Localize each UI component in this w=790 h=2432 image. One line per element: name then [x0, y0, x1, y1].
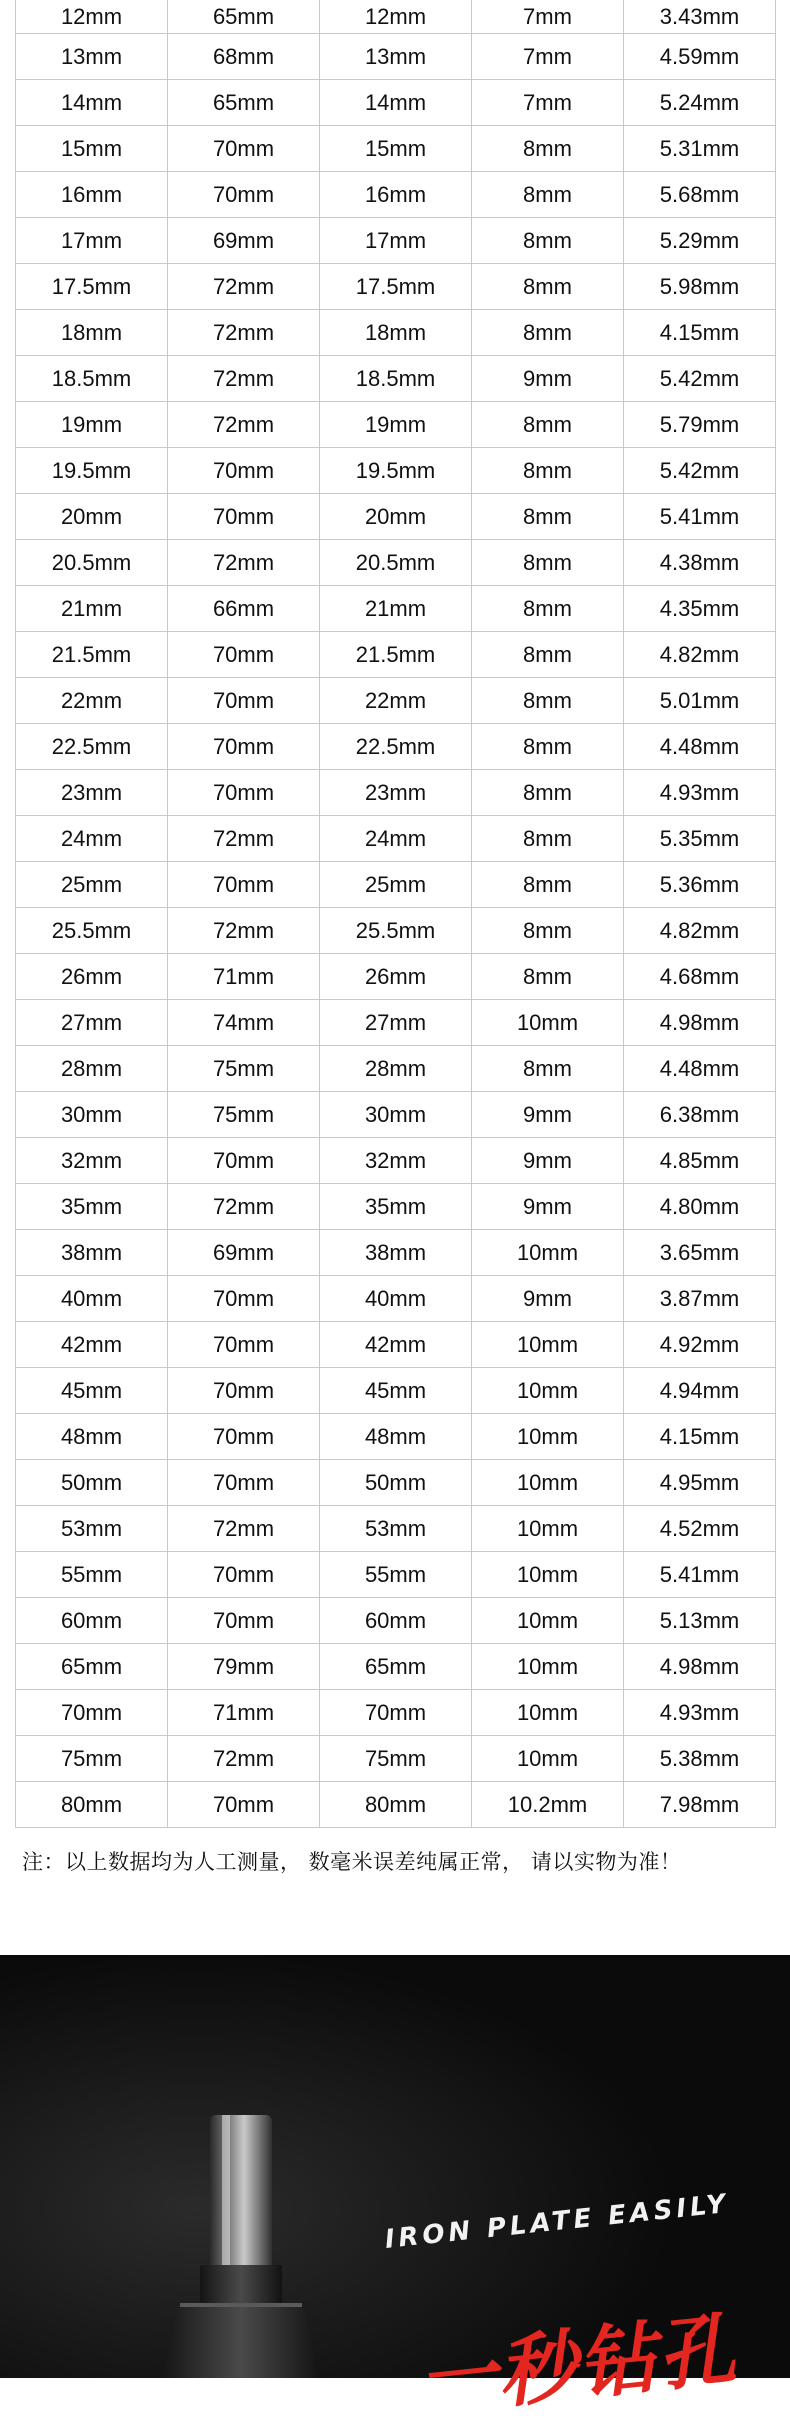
table-cell: 38mm	[16, 1230, 168, 1276]
table-cell: 66mm	[168, 586, 320, 632]
table-row	[16, 1506, 776, 1552]
table-cell: 70mm	[168, 770, 320, 816]
table-row	[16, 908, 776, 954]
table-cell: 28mm	[16, 1046, 168, 1092]
table-cell: 70mm	[168, 724, 320, 770]
table-cell: 5.24mm	[624, 80, 776, 126]
table-cell: 8mm	[472, 678, 624, 724]
table-cell: 25mm	[16, 862, 168, 908]
table-cell: 7.98mm	[624, 1782, 776, 1828]
table-cell: 4.93mm	[624, 770, 776, 816]
table-cell: 32mm	[16, 1138, 168, 1184]
table-cell: 70mm	[168, 1138, 320, 1184]
table-cell: 17.5mm	[16, 264, 168, 310]
table-cell: 40mm	[320, 1276, 472, 1322]
table-cell: 21.5mm	[320, 632, 472, 678]
table-cell: 72mm	[168, 908, 320, 954]
table-cell: 10mm	[472, 1322, 624, 1368]
table-row	[16, 1184, 776, 1230]
table-cell: 70mm	[168, 678, 320, 724]
table-cell: 8mm	[472, 954, 624, 1000]
table-cell: 45mm	[16, 1368, 168, 1414]
table-cell: 69mm	[168, 218, 320, 264]
table-cell: 32mm	[320, 1138, 472, 1184]
table-cell: 8mm	[472, 724, 624, 770]
table-cell: 10mm	[472, 1230, 624, 1276]
table-cell: 4.48mm	[624, 724, 776, 770]
table-cell: 14mm	[320, 80, 472, 126]
table-cell: 23mm	[320, 770, 472, 816]
table-cell: 4.82mm	[624, 632, 776, 678]
table-cell: 70mm	[168, 1276, 320, 1322]
table-cell: 24mm	[320, 816, 472, 862]
table-cell: 3.65mm	[624, 1230, 776, 1276]
table-cell: 70mm	[168, 1368, 320, 1414]
table-cell: 30mm	[16, 1092, 168, 1138]
table-row	[16, 494, 776, 540]
table-cell: 8mm	[472, 126, 624, 172]
table-cell: 75mm	[168, 1046, 320, 1092]
table-cell: 25.5mm	[320, 908, 472, 954]
table-row	[16, 954, 776, 1000]
table-cell: 4.98mm	[624, 1000, 776, 1046]
table-row	[16, 1276, 776, 1322]
table-cell: 15mm	[320, 126, 472, 172]
table-cell: 7mm	[472, 80, 624, 126]
table-row	[16, 1046, 776, 1092]
table-cell: 3.87mm	[624, 1276, 776, 1322]
table-row	[16, 632, 776, 678]
table-cell: 70mm	[168, 862, 320, 908]
table-cell: 9mm	[472, 1184, 624, 1230]
table-cell: 28mm	[320, 1046, 472, 1092]
table-cell: 4.85mm	[624, 1138, 776, 1184]
table-row	[16, 1552, 776, 1598]
table-cell: 19mm	[320, 402, 472, 448]
table-cell: 48mm	[16, 1414, 168, 1460]
table-cell: 42mm	[320, 1322, 472, 1368]
table-cell: 50mm	[320, 1460, 472, 1506]
table-cell: 10mm	[472, 1644, 624, 1690]
table-cell: 22.5mm	[320, 724, 472, 770]
table-cell: 22mm	[16, 678, 168, 724]
table-cell: 45mm	[320, 1368, 472, 1414]
table-cell: 70mm	[16, 1690, 168, 1736]
table-row	[16, 448, 776, 494]
table-cell: 5.36mm	[624, 862, 776, 908]
table-cell: 75mm	[320, 1736, 472, 1782]
table-cell: 69mm	[168, 1230, 320, 1276]
table-cell: 8mm	[472, 310, 624, 356]
table-row	[16, 310, 776, 356]
table-cell: 4.59mm	[624, 34, 776, 80]
table-cell: 20.5mm	[16, 540, 168, 586]
table-cell: 38mm	[320, 1230, 472, 1276]
table-row	[16, 586, 776, 632]
table-cell: 72mm	[168, 264, 320, 310]
table-cell: 60mm	[320, 1598, 472, 1644]
table-cell: 72mm	[168, 356, 320, 402]
table-cell: 17.5mm	[320, 264, 472, 310]
table-cell: 5.41mm	[624, 1552, 776, 1598]
table-cell: 8mm	[472, 448, 624, 494]
table-row	[16, 540, 776, 586]
table-cell: 27mm	[16, 1000, 168, 1046]
table-cell: 7mm	[472, 0, 624, 34]
table-cell: 8mm	[472, 402, 624, 448]
table-cell: 5.35mm	[624, 816, 776, 862]
table-cell: 60mm	[16, 1598, 168, 1644]
table-cell: 10mm	[472, 1506, 624, 1552]
table-cell: 21.5mm	[16, 632, 168, 678]
table-cell: 74mm	[168, 1000, 320, 1046]
table-cell: 4.38mm	[624, 540, 776, 586]
table-cell: 23mm	[16, 770, 168, 816]
table-cell: 20mm	[320, 494, 472, 540]
table-cell: 70mm	[168, 1460, 320, 1506]
table-row	[16, 126, 776, 172]
table-row	[16, 1000, 776, 1046]
table-cell: 3.43mm	[624, 0, 776, 34]
table-cell: 4.93mm	[624, 1690, 776, 1736]
table-cell: 19.5mm	[16, 448, 168, 494]
table-cell: 4.82mm	[624, 908, 776, 954]
table-cell: 10mm	[472, 1690, 624, 1736]
table-cell: 10.2mm	[472, 1782, 624, 1828]
table-cell: 10mm	[472, 1736, 624, 1782]
table-cell: 68mm	[168, 34, 320, 80]
table-cell: 65mm	[168, 0, 320, 34]
table-cell: 80mm	[320, 1782, 472, 1828]
table-cell: 19.5mm	[320, 448, 472, 494]
table-cell: 4.92mm	[624, 1322, 776, 1368]
table-cell: 5.41mm	[624, 494, 776, 540]
table-cell: 10mm	[472, 1598, 624, 1644]
table-cell: 8mm	[472, 540, 624, 586]
table-cell: 71mm	[168, 954, 320, 1000]
table-cell: 70mm	[168, 1414, 320, 1460]
table-cell: 4.94mm	[624, 1368, 776, 1414]
table-row	[16, 862, 776, 908]
table-cell: 4.15mm	[624, 1414, 776, 1460]
table-cell: 72mm	[168, 1506, 320, 1552]
table-cell: 22mm	[320, 678, 472, 724]
table-row	[16, 218, 776, 264]
table-cell: 9mm	[472, 1092, 624, 1138]
table-cell: 5.68mm	[624, 172, 776, 218]
table-cell: 53mm	[16, 1506, 168, 1552]
table-cell: 30mm	[320, 1092, 472, 1138]
table-cell: 5.38mm	[624, 1736, 776, 1782]
table-cell: 5.13mm	[624, 1598, 776, 1644]
table-cell: 18.5mm	[16, 356, 168, 402]
table-cell: 35mm	[320, 1184, 472, 1230]
table-cell: 70mm	[168, 1552, 320, 1598]
table-row	[16, 1736, 776, 1782]
table-cell: 18mm	[320, 310, 472, 356]
table-cell: 48mm	[320, 1414, 472, 1460]
table-cell: 4.95mm	[624, 1460, 776, 1506]
table-cell: 8mm	[472, 632, 624, 678]
table-cell: 10mm	[472, 1000, 624, 1046]
table-cell: 5.42mm	[624, 356, 776, 402]
table-cell: 40mm	[16, 1276, 168, 1322]
table-cell: 8mm	[472, 770, 624, 816]
table-cell: 12mm	[16, 0, 168, 34]
table-cell: 70mm	[168, 1598, 320, 1644]
table-cell: 70mm	[168, 448, 320, 494]
banner-headline: 一秒钻孔	[414, 2304, 742, 2428]
table-cell: 4.48mm	[624, 1046, 776, 1092]
table-cell: 8mm	[472, 494, 624, 540]
table-cell: 5.42mm	[624, 448, 776, 494]
table-cell: 13mm	[320, 34, 472, 80]
table-cell: 8mm	[472, 264, 624, 310]
table-cell: 18.5mm	[320, 356, 472, 402]
table-row	[16, 1138, 776, 1184]
table-row	[16, 172, 776, 218]
table-cell: 5.31mm	[624, 126, 776, 172]
table-cell: 6.38mm	[624, 1092, 776, 1138]
table-cell: 72mm	[168, 310, 320, 356]
table-cell: 55mm	[320, 1552, 472, 1598]
table-cell: 26mm	[320, 954, 472, 1000]
table-row	[16, 816, 776, 862]
table-row	[16, 1690, 776, 1736]
table-row	[16, 1460, 776, 1506]
table-cell: 50mm	[16, 1460, 168, 1506]
table-row	[16, 264, 776, 310]
table-cell: 70mm	[168, 172, 320, 218]
table-cell: 17mm	[16, 218, 168, 264]
table-cell: 75mm	[16, 1736, 168, 1782]
table-cell: 8mm	[472, 172, 624, 218]
table-cell: 26mm	[16, 954, 168, 1000]
table-row	[16, 1644, 776, 1690]
table-cell: 8mm	[472, 218, 624, 264]
table-row	[16, 1598, 776, 1644]
table-cell: 17mm	[320, 218, 472, 264]
table-cell: 8mm	[472, 1046, 624, 1092]
table-cell: 4.80mm	[624, 1184, 776, 1230]
table-cell: 9mm	[472, 356, 624, 402]
table-cell: 8mm	[472, 586, 624, 632]
table-row	[16, 1230, 776, 1276]
table-cell: 24mm	[16, 816, 168, 862]
table-cell: 12mm	[320, 0, 472, 34]
table-cell: 10mm	[472, 1552, 624, 1598]
table-cell: 72mm	[168, 402, 320, 448]
table-row	[16, 1782, 776, 1828]
table-row	[16, 1092, 776, 1138]
table-cell: 9mm	[472, 1138, 624, 1184]
table-cell: 70mm	[320, 1690, 472, 1736]
table-cell: 4.15mm	[624, 310, 776, 356]
table-row	[16, 34, 776, 80]
table-row	[16, 80, 776, 126]
table-cell: 70mm	[168, 1782, 320, 1828]
table-cell: 7mm	[472, 34, 624, 80]
table-cell: 9mm	[472, 1276, 624, 1322]
table-cell: 72mm	[168, 1736, 320, 1782]
table-cell: 70mm	[168, 126, 320, 172]
table-cell: 55mm	[16, 1552, 168, 1598]
table-cell: 35mm	[16, 1184, 168, 1230]
table-cell: 65mm	[320, 1644, 472, 1690]
table-cell: 80mm	[16, 1782, 168, 1828]
table-row	[16, 724, 776, 770]
spec-table-wrapper	[15, 0, 775, 1828]
table-cell: 20mm	[16, 494, 168, 540]
table-cell: 5.79mm	[624, 402, 776, 448]
table-cell: 72mm	[168, 816, 320, 862]
table-cell: 8mm	[472, 862, 624, 908]
table-cell: 72mm	[168, 1184, 320, 1230]
table-cell: 8mm	[472, 908, 624, 954]
table-cell: 42mm	[16, 1322, 168, 1368]
banner-tagline: IRON PLATE EASILY	[383, 2188, 731, 2255]
table-cell: 4.52mm	[624, 1506, 776, 1552]
table-cell: 65mm	[168, 80, 320, 126]
table-cell: 70mm	[168, 494, 320, 540]
table-cell: 53mm	[320, 1506, 472, 1552]
table-cell: 5.98mm	[624, 264, 776, 310]
table-cell: 70mm	[168, 1322, 320, 1368]
table-cell: 8mm	[472, 816, 624, 862]
table-cell: 10mm	[472, 1460, 624, 1506]
table-cell: 13mm	[16, 34, 168, 80]
table-row	[16, 1368, 776, 1414]
spec-table-body	[16, 0, 776, 1828]
table-cell: 10mm	[472, 1368, 624, 1414]
table-cell: 10mm	[472, 1414, 624, 1460]
table-cell: 16mm	[320, 172, 472, 218]
table-cell: 25.5mm	[16, 908, 168, 954]
measurement-note: 注：以上数据均为人工测量， 数毫米误差纯属正常， 请以实物为准！	[22, 1850, 682, 1874]
table-cell: 4.35mm	[624, 586, 776, 632]
table-cell: 5.29mm	[624, 218, 776, 264]
table-cell: 25mm	[320, 862, 472, 908]
table-cell: 15mm	[16, 126, 168, 172]
table-cell: 16mm	[16, 172, 168, 218]
table-cell: 20.5mm	[320, 540, 472, 586]
table-row	[16, 0, 776, 34]
table-cell: 79mm	[168, 1644, 320, 1690]
table-cell: 18mm	[16, 310, 168, 356]
table-cell: 19mm	[16, 402, 168, 448]
table-row	[16, 678, 776, 724]
table-cell: 21mm	[16, 586, 168, 632]
table-cell: 21mm	[320, 586, 472, 632]
table-cell: 4.98mm	[624, 1644, 776, 1690]
spec-table	[15, 0, 776, 1828]
table-cell: 65mm	[16, 1644, 168, 1690]
table-cell: 14mm	[16, 80, 168, 126]
table-cell: 22.5mm	[16, 724, 168, 770]
table-row	[16, 770, 776, 816]
table-cell: 71mm	[168, 1690, 320, 1736]
table-row	[16, 1414, 776, 1460]
table-row	[16, 402, 776, 448]
table-row	[16, 356, 776, 402]
table-cell: 4.68mm	[624, 954, 776, 1000]
table-cell: 72mm	[168, 540, 320, 586]
table-cell: 5.01mm	[624, 678, 776, 724]
table-row	[16, 1322, 776, 1368]
table-cell: 75mm	[168, 1092, 320, 1138]
table-cell: 70mm	[168, 632, 320, 678]
table-cell: 27mm	[320, 1000, 472, 1046]
